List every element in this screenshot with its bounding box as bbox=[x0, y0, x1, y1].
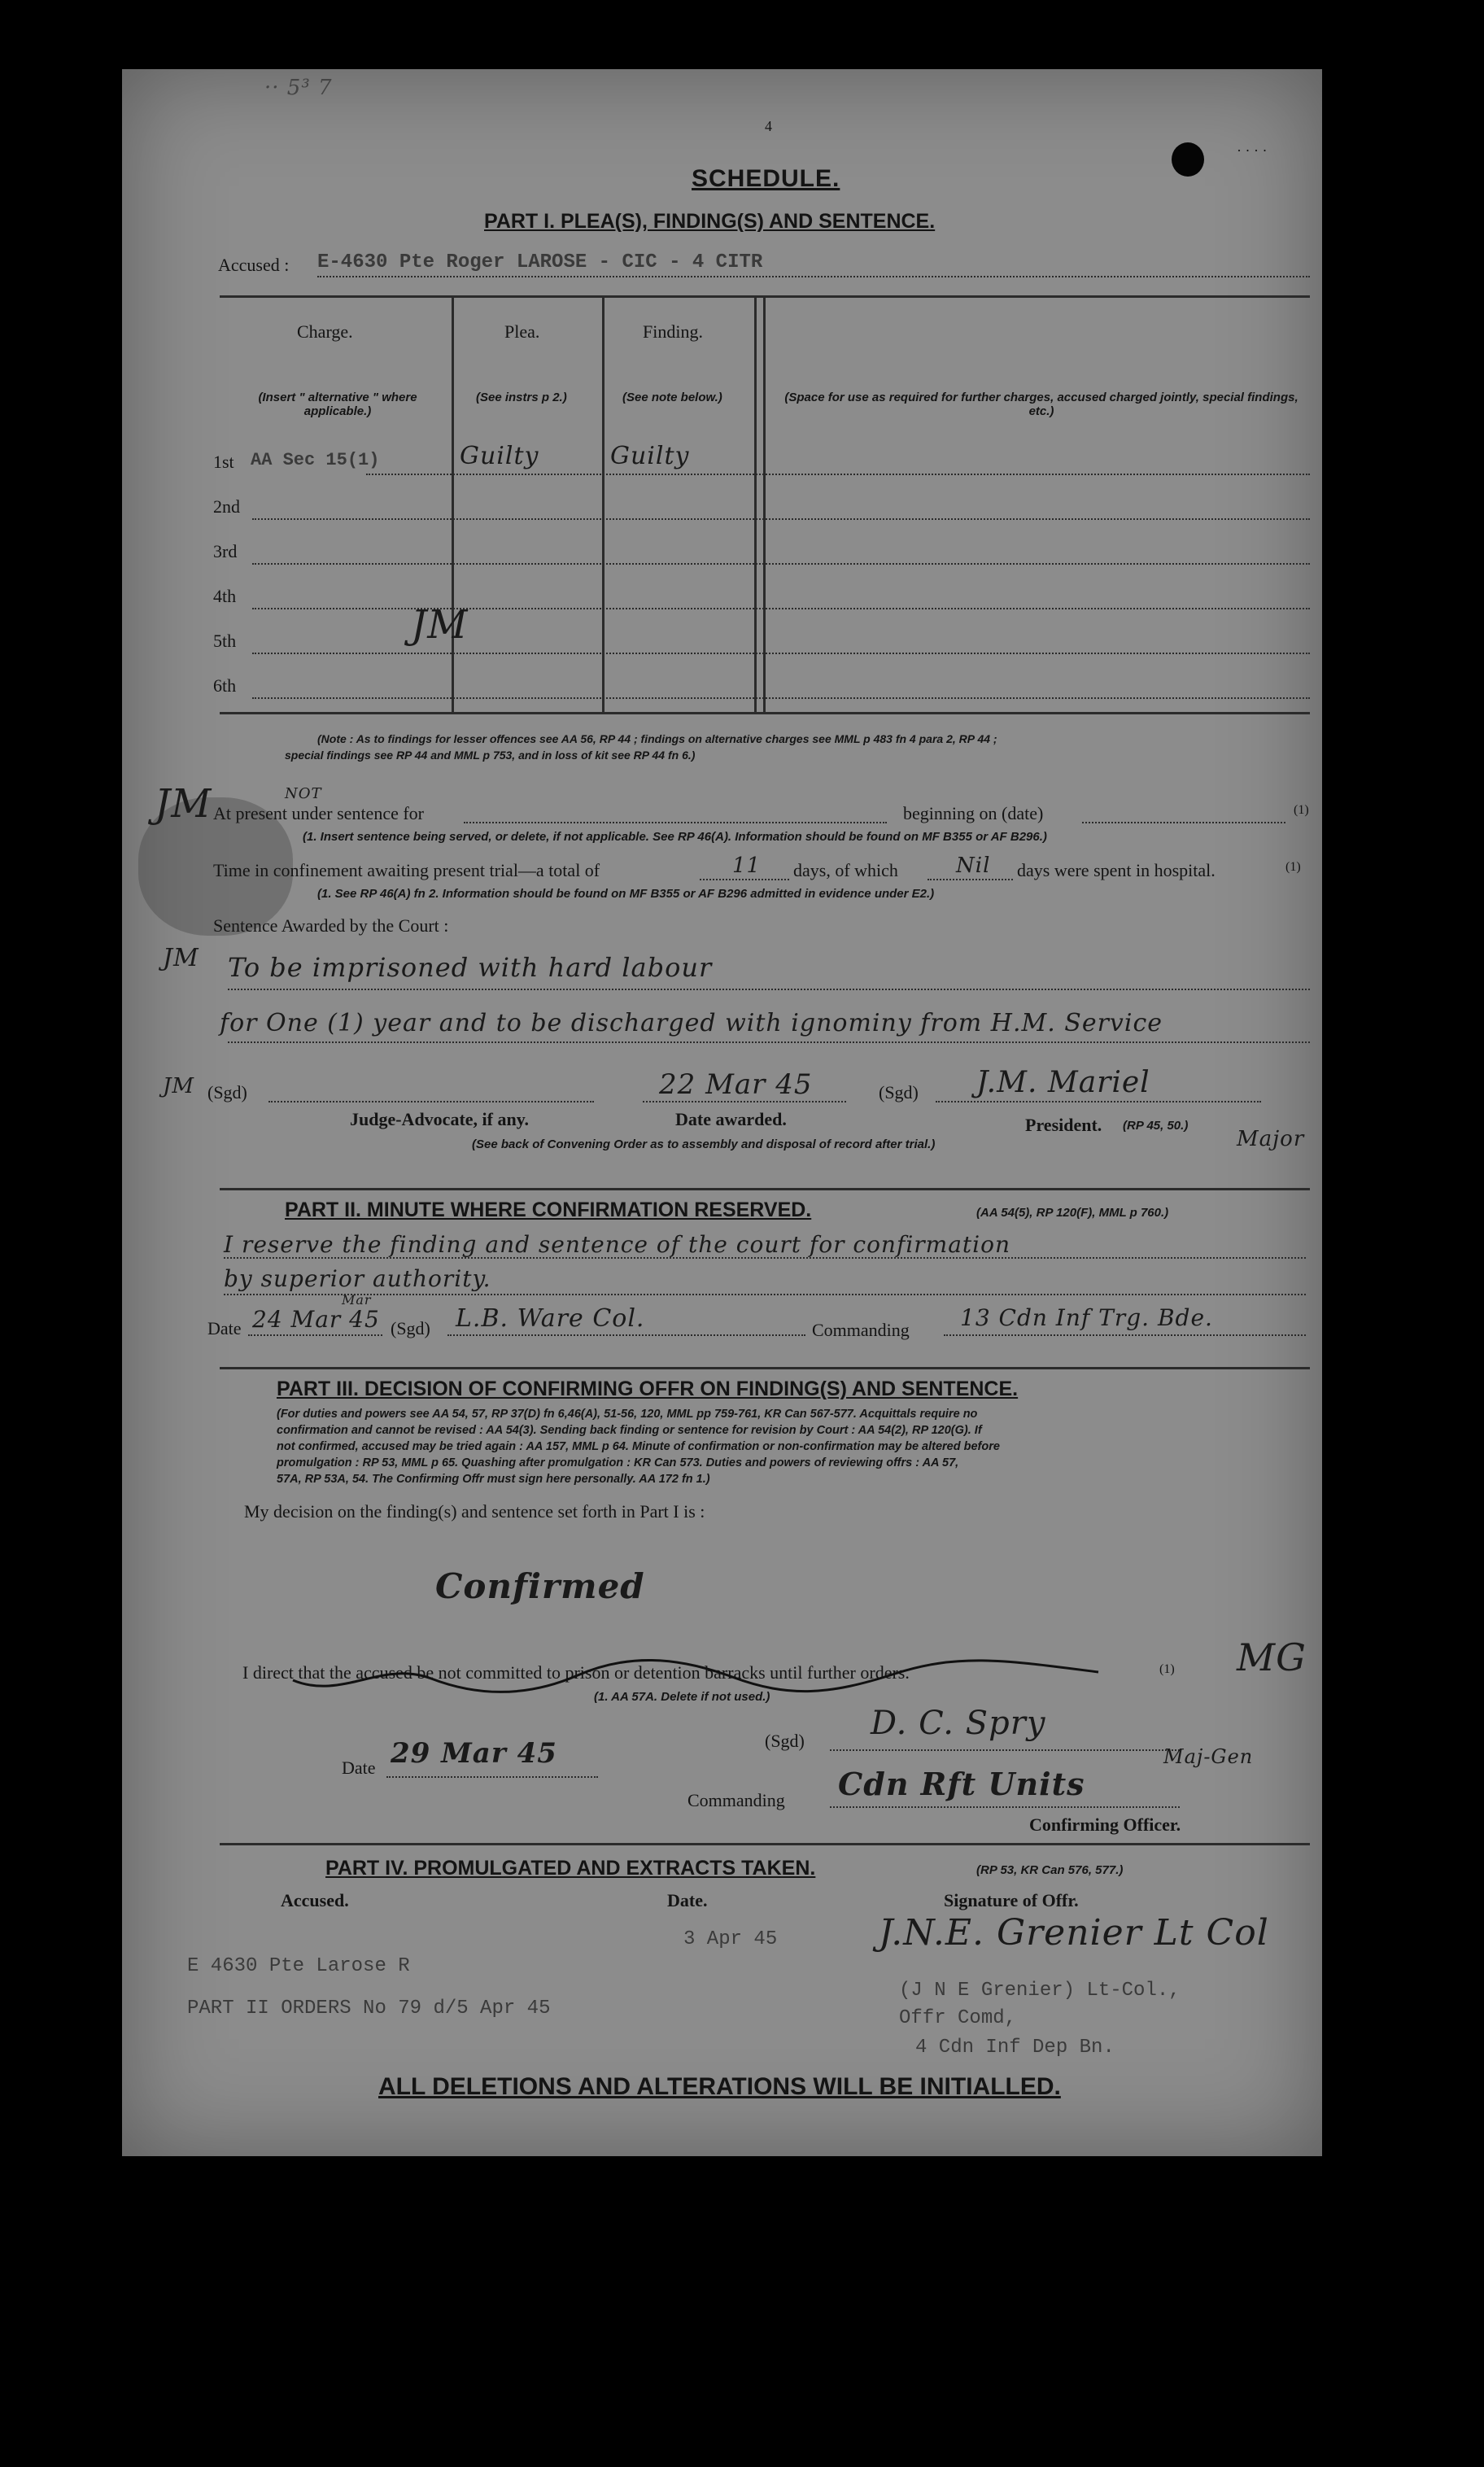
row-plea-1st: Guilty bbox=[460, 442, 539, 470]
footer-notice: ALL DELETIONS AND ALTERATIONS WILL BE INITIALLED. bbox=[378, 2073, 1061, 2100]
part2-ref: (AA 54(5), RP 120(F), MML p 760.) bbox=[976, 1206, 1169, 1220]
part4-title: PART IV. PROMULGATED AND EXTRACTS TAKEN. bbox=[325, 1857, 816, 1880]
corner-mark: ·· 5³ 7 bbox=[264, 76, 333, 100]
part3-commanding-label: Commanding bbox=[687, 1790, 785, 1810]
part2-hand-line2: by superior authority. bbox=[224, 1265, 491, 1292]
part2-commanding-label: Commanding bbox=[812, 1320, 910, 1340]
direct-text: I direct that the accused be not committed to prison or detention barracks until further orders. bbox=[242, 1662, 910, 1683]
part3-date-value: 29 Mar 45 bbox=[391, 1737, 557, 1770]
part3-note-4: promulgation : RP 53, MML p 65. Quashing after promulgation : KR Can 573. Duties and powers of reviewing offrs : AA 57, bbox=[277, 1456, 959, 1469]
part3-date-label: Date bbox=[342, 1757, 376, 1778]
awarded-margin: JM bbox=[163, 944, 199, 972]
part3-commanding-value: Cdn Rft Units bbox=[838, 1766, 1085, 1802]
part3-note-3: not confirmed, accused may be tried again : AA 157, MML p 64. Minute of confirmation or non-confirmation may be altered before bbox=[277, 1440, 1000, 1453]
part3-note-1: (For duties and powers see AA 54, 57, RP 37(D) fn 6,46(A), 51-56, 120, MML pp 759-761, KR Can 567-577. Acquittals require no bbox=[277, 1408, 978, 1421]
at-present-label: At present under sentence for bbox=[213, 803, 425, 823]
date-awarded-label: Date awarded. bbox=[675, 1109, 787, 1129]
part2-commanding-value: 13 Cdn Inf Trg. Bde. bbox=[960, 1304, 1213, 1331]
dots-mark: · · · · bbox=[1237, 142, 1268, 159]
confirming-officer-label: Confirming Officer. bbox=[1029, 1814, 1181, 1835]
row-label-2nd: 2nd bbox=[213, 496, 240, 517]
part4-accused-value: E 4630 Pte Larose R bbox=[187, 1955, 410, 1977]
beginning-on-label: beginning on (date) bbox=[903, 803, 1044, 823]
document-page bbox=[122, 69, 1322, 2156]
space-note: (Space for use as required for further charges, accused charged jointly, special findings, etc.) bbox=[784, 391, 1298, 418]
part4-date-label: Date. bbox=[667, 1890, 708, 1910]
part4-ref: (RP 53, KR Can 576, 577.) bbox=[976, 1863, 1124, 1877]
part3-note-2: confirmation and cannot be revised : AA 54(3). Sending back finding or sentence for revision by Court : AA 54(2), RP 120(G). If bbox=[277, 1424, 982, 1437]
insert-note: (1. Insert sentence being served, or delete, if not applicable. See RP 46(A). Information should be found on MF B355 or AF B296.) bbox=[303, 830, 1047, 844]
time-label-c: days were spent in hospital. bbox=[1017, 860, 1216, 880]
direct-note: (1. AA 57A. Delete if not used.) bbox=[594, 1690, 770, 1704]
part4-officer-role: Offr Comd, bbox=[899, 2007, 1017, 2029]
accused-value: E-4630 Pte Roger LAROSE - CIC - 4 CITR bbox=[317, 251, 763, 273]
row-label-1st: 1st bbox=[213, 452, 234, 472]
part4-date-value: 3 Apr 45 bbox=[683, 1928, 778, 1950]
part2-date-label: Date bbox=[207, 1318, 242, 1338]
finding-header: Finding. bbox=[643, 321, 703, 342]
president-label: President. bbox=[1025, 1115, 1102, 1135]
days-total: 11 bbox=[732, 854, 762, 878]
sgd-label-2: (Sgd) bbox=[879, 1082, 919, 1103]
part3-sgd: (Sgd) bbox=[765, 1731, 805, 1751]
confirming-rank: Maj-Gen bbox=[1163, 1745, 1254, 1768]
sgd-label-1: (Sgd) bbox=[207, 1082, 247, 1103]
schedule-title: SCHEDULE. bbox=[692, 165, 840, 192]
findings-note-line1: (Note : As to findings for lesser offences see AA 56, RP 44 ; findings on alternative charges see MML p 483 fn 4 para 2, RP 44 ; bbox=[317, 732, 997, 745]
ink-blot bbox=[1172, 142, 1204, 177]
part2-title: PART II. MINUTE WHERE CONFIRMATION RESERVED. bbox=[285, 1199, 812, 1221]
time-note: (1. See RP 46(A) fn 2. Information should be found on MF B355 or AF B296 admitted in evidence under E2.) bbox=[317, 887, 935, 901]
row-label-6th: 6th bbox=[213, 675, 237, 696]
charge-header: Charge. bbox=[297, 321, 353, 342]
time-label-a: Time in confinement awaiting present trial—a total of bbox=[213, 860, 600, 880]
part2-hand-line1: I reserve the finding and sentence of the court for confirmation bbox=[224, 1231, 1011, 1258]
president-ref: (RP 45, 50.) bbox=[1123, 1119, 1189, 1133]
days-hospital: Nil bbox=[956, 854, 991, 878]
time-label-b: days, of which bbox=[793, 860, 898, 880]
row-finding-1st: Guilty bbox=[610, 442, 690, 470]
part2-sgd: (Sgd) bbox=[391, 1318, 430, 1338]
margin-initials: JM bbox=[155, 781, 212, 827]
president-signature: J.M. Mariel bbox=[976, 1066, 1150, 1099]
awarded-line1: To be imprisoned with hard labour bbox=[228, 952, 713, 983]
judge-label: Judge-Advocate, if any. bbox=[350, 1109, 529, 1129]
sgd-initials: JM bbox=[163, 1074, 195, 1098]
part4-signature: J.N.E. Grenier Lt Col bbox=[879, 1912, 1269, 1954]
decision-label: My decision on the finding(s) and sentence set forth in Part I is : bbox=[244, 1501, 705, 1522]
part4-orders-line: PART II ORDERS No 79 d/5 Apr 45 bbox=[187, 1998, 551, 2019]
row-label-3rd: 3rd bbox=[213, 541, 238, 561]
finding-note: (See note below.) bbox=[622, 391, 722, 404]
not-word: NOT bbox=[285, 785, 322, 802]
direct-ref: (1) bbox=[1159, 1662, 1175, 1676]
part2-mar: Mar bbox=[342, 1292, 372, 1308]
findings-note-line2: special findings see RP 44 and MML p 753, and in loss of kit see RP 44 fn 6.) bbox=[285, 749, 696, 762]
part4-signature-label: Signature of Offr. bbox=[944, 1890, 1079, 1910]
convening-note: (See back of Convening Order as to assembly and disposal of record after trial.) bbox=[472, 1137, 936, 1151]
charge-note: (Insert " alternative " where applicable.) bbox=[258, 391, 417, 418]
part4-accused-label: Accused. bbox=[281, 1890, 349, 1910]
accused-label: Accused : bbox=[218, 255, 290, 275]
row-charge-1st: AA Sec 15(1) bbox=[251, 450, 380, 470]
part3-title: PART III. DECISION OF CONFIRMING OFFR ON FINDING(S) AND SENTENCE. bbox=[277, 1378, 1019, 1400]
part1-title: PART I. PLEA(S), FINDING(S) AND SENTENCE. bbox=[484, 210, 936, 233]
awarded-label: Sentence Awarded by the Court : bbox=[213, 915, 449, 936]
awarded-line2: for One (1) year and to be discharged with ignominy from H.M. Service bbox=[220, 1009, 1163, 1037]
part2-date-value: 24 Mar 45 bbox=[252, 1306, 380, 1333]
direct-initials: MG bbox=[1237, 1635, 1307, 1679]
row-label-5th: 5th bbox=[213, 631, 237, 651]
part3-note-5: 57A, RP 53A, 54. The Confirming Offr must sign here personally. AA 172 fn 1.) bbox=[277, 1473, 710, 1486]
part4-officer-unit: 4 Cdn Inf Dep Bn. bbox=[915, 2037, 1115, 2059]
plea-header: Plea. bbox=[504, 321, 540, 342]
date-awarded-value: 22 Mar 45 bbox=[659, 1068, 813, 1101]
part2-signature: L.B. Ware Col. bbox=[456, 1304, 645, 1333]
row-label-4th: 4th bbox=[213, 586, 237, 606]
decision-value: Confirmed bbox=[435, 1566, 645, 1606]
ref-2: (1) bbox=[1285, 860, 1301, 874]
ref-1: (1) bbox=[1294, 803, 1309, 817]
part4-officer-name: (J N E Grenier) Lt-Col., bbox=[899, 1980, 1181, 2002]
page-number: 4 bbox=[765, 118, 772, 134]
confirming-signature: D. C. Spry bbox=[871, 1705, 1046, 1742]
plea-note: (See instrs p 2.) bbox=[476, 391, 567, 404]
table-initials: JM bbox=[411, 602, 469, 648]
major-note: Major bbox=[1237, 1127, 1305, 1151]
